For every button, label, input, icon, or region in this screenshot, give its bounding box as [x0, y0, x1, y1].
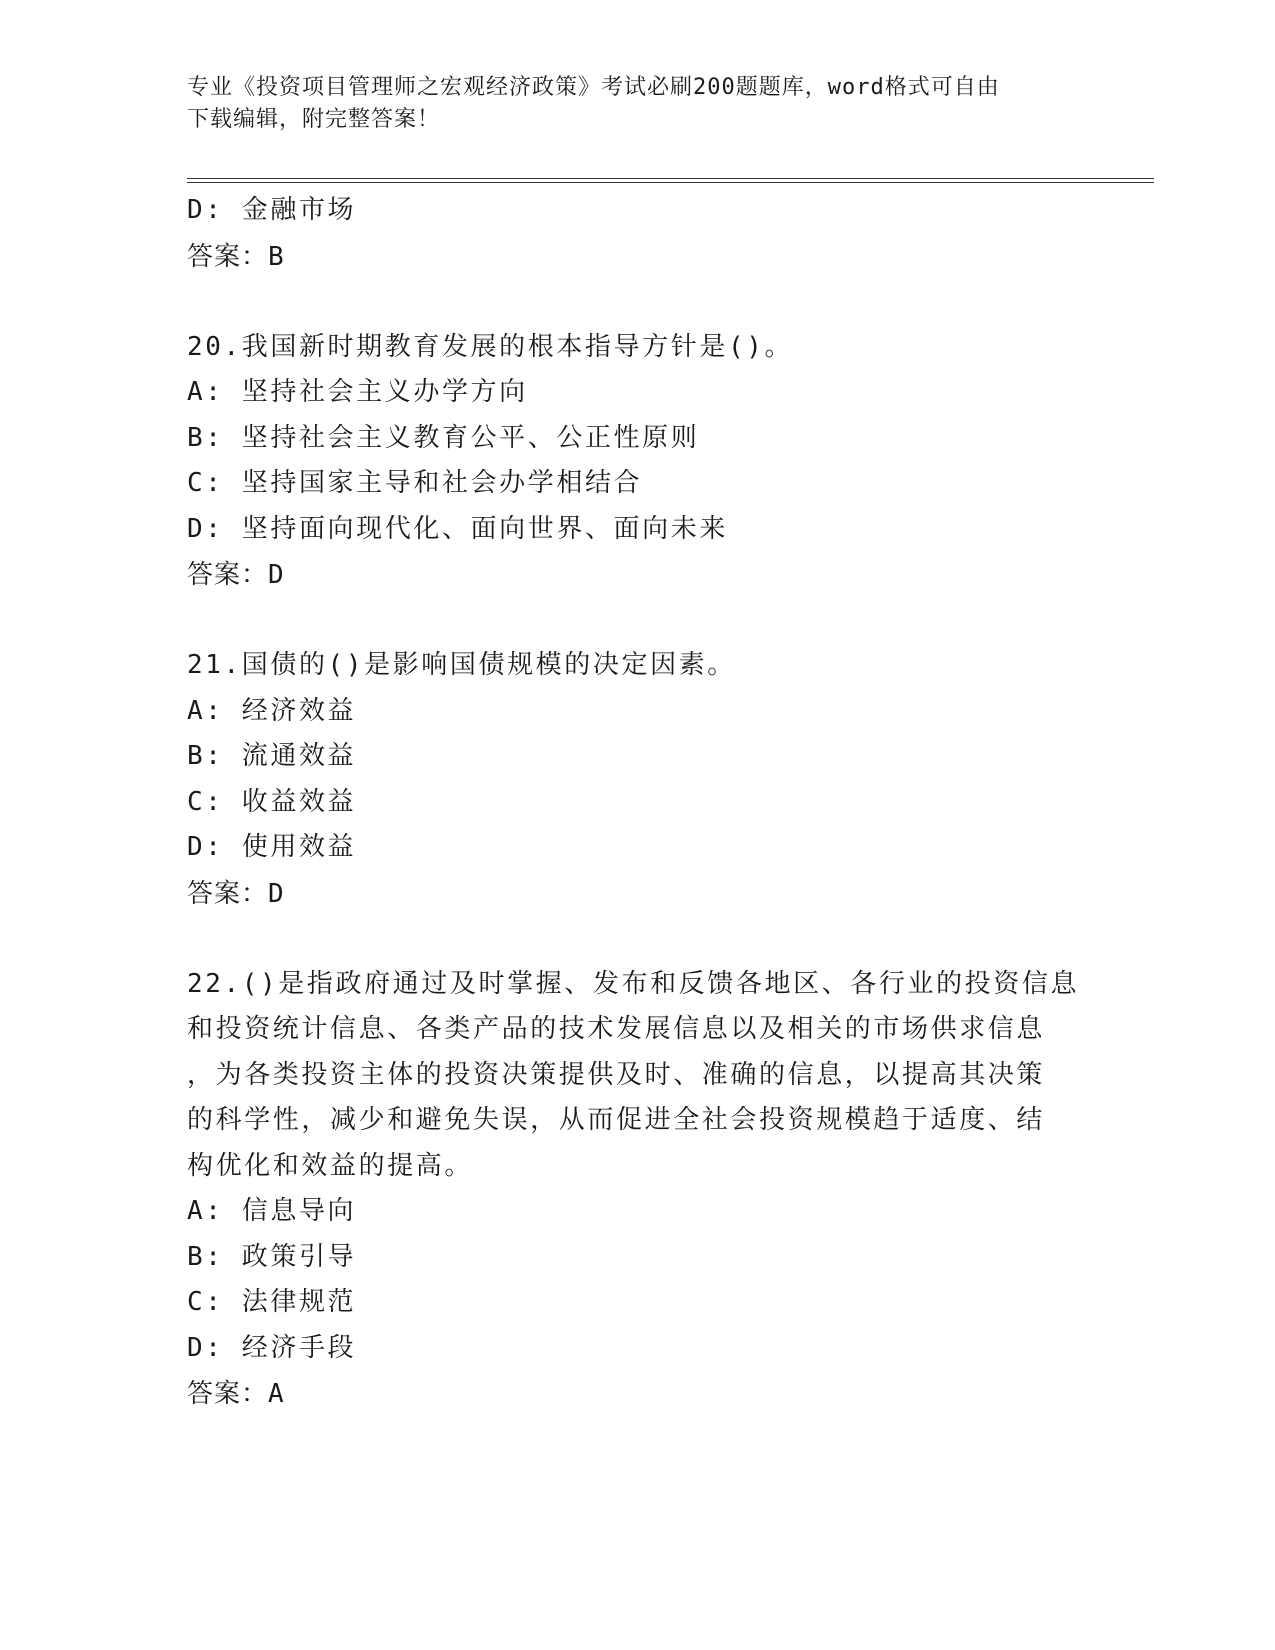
question-text: 21.国债的()是影响国债规模的决定因素。 [187, 650, 736, 680]
header-title-line-1: 专业《投资项目管理师之宏观经济政策》考试必刷200题题库，word格式可自由 [187, 75, 1000, 100]
option-d: D: 坚持面向现代化、面向世界、面向未来 [187, 513, 728, 544]
question-block-20 [187, 325, 1087, 599]
option-b: B: 政策引导 [187, 1241, 357, 1272]
answer-line [187, 552, 1087, 598]
answer-label: 答案： [187, 560, 269, 590]
option-c: C: 法律规范 [187, 1287, 357, 1317]
option-b: B: 坚持社会主义教育公平、公正性原则 [187, 422, 700, 453]
question-text: 20.我国新时期教育发展的根本指导方针是()。 [187, 331, 794, 362]
answer-value: D [268, 560, 287, 590]
answer-value: B [268, 241, 287, 272]
option-d: D: 经济手段 [187, 1332, 357, 1363]
question-block-22 [187, 962, 1087, 1418]
answer-label: 答案： [187, 1379, 269, 1409]
question-text-line: 22.()是指政府通过及时掌握、发布和反馈各地区、各行业的投资信息 [187, 968, 1080, 999]
header-title-line-2: 下载编辑，附完整答案！ [187, 107, 441, 132]
answer-value: A [268, 1379, 287, 1409]
answer-line [187, 871, 1087, 917]
question-text-line: 和投资统计信息、各类产品的技术发展信息以及相关的市场供求信息 [187, 1014, 1046, 1044]
answer-line [187, 1371, 1087, 1417]
header-divider [187, 178, 1154, 183]
document-header [187, 72, 1067, 136]
question-list [187, 188, 1087, 1417]
option-a: A: 经济效益 [187, 695, 357, 726]
answer-label: 答案： [187, 878, 269, 909]
option-b: B: 流通效益 [187, 741, 357, 771]
answer-label: 答案： [187, 241, 269, 272]
option-c: C: 收益效益 [187, 786, 357, 817]
option-d: D: 金融市场 [187, 195, 357, 225]
option-d: D: 使用效益 [187, 832, 357, 862]
question-text-line: 构优化和效益的提高。 [187, 1150, 474, 1181]
question-text-line: 的科学性，减少和避免失误，从而促进全社会投资规模趋于适度、结 [187, 1105, 1046, 1135]
question-text-line: ，为各类投资主体的投资决策提供及时、准确的信息，以提高其决策 [187, 1059, 1046, 1090]
option-c: C: 坚持国家主导和社会办学相结合 [187, 468, 643, 498]
answer-value: D [268, 878, 287, 909]
option-a: A: 坚持社会主义办学方向 [187, 377, 528, 407]
answer-line [187, 234, 1087, 280]
question-block-21 [187, 643, 1087, 917]
option-a: A: 信息导向 [187, 1196, 357, 1226]
